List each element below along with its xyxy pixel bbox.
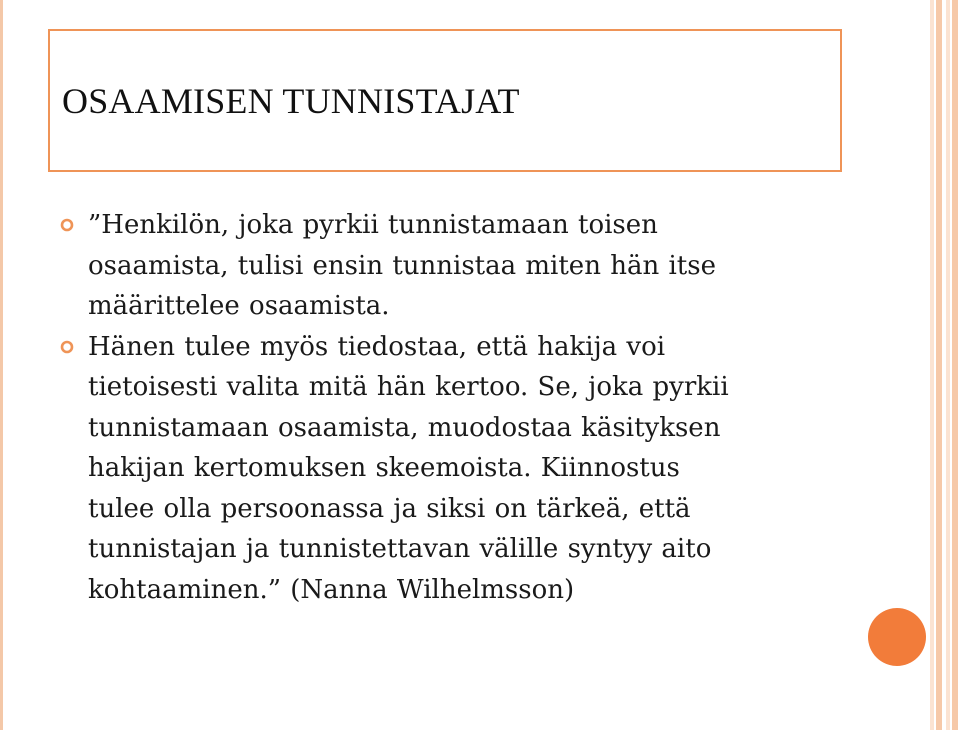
- title-box: [48, 29, 842, 172]
- bullet-line: osaamista, tulisi ensin tunnistaa miten hän itse: [88, 250, 716, 281]
- decorative-orange-circle: [868, 608, 926, 666]
- bullet-line: tietoisesti valita mitä hän kertoo. Se, joka pyrkii: [88, 372, 729, 402]
- bullet-list: [60, 205, 820, 610]
- bullet-line: kohtaaminen.” (Nanna Wilhelmsson): [88, 574, 575, 605]
- ring-bullet-icon: [60, 340, 74, 354]
- bullet-line: hakijan kertomuksen skeemoista. Kiinnostus: [88, 453, 680, 483]
- bullet-item: [60, 327, 820, 611]
- stripe: [936, 0, 942, 730]
- bullet-line: Hänen tulee myös tiedostaa, että hakija voi: [88, 331, 666, 362]
- stripe: [952, 0, 958, 730]
- ring-bullet-icon: [60, 218, 74, 232]
- bullet-item: [60, 205, 820, 327]
- bullet-line: ”Henkilön, joka pyrkii tunnistamaan toisen: [88, 210, 658, 240]
- bullet-line: tulee olla persoonassa ja siksi on tärkeä, että: [88, 493, 691, 524]
- stripe: [946, 0, 950, 730]
- stripe: [930, 0, 934, 730]
- bullet-line: tunnistamaan osaamista, muodostaa käsityksen: [88, 412, 721, 443]
- left-border-line: [0, 0, 3, 730]
- bullet-line: tunnistajan ja tunnistettavan välille syntyy aito: [88, 534, 712, 564]
- slide-title: OSAAMISEN TUNNISTAJAT: [62, 81, 520, 121]
- right-decorative-stripes: [928, 0, 960, 730]
- bullet-line: määrittelee osaamista.: [88, 291, 390, 321]
